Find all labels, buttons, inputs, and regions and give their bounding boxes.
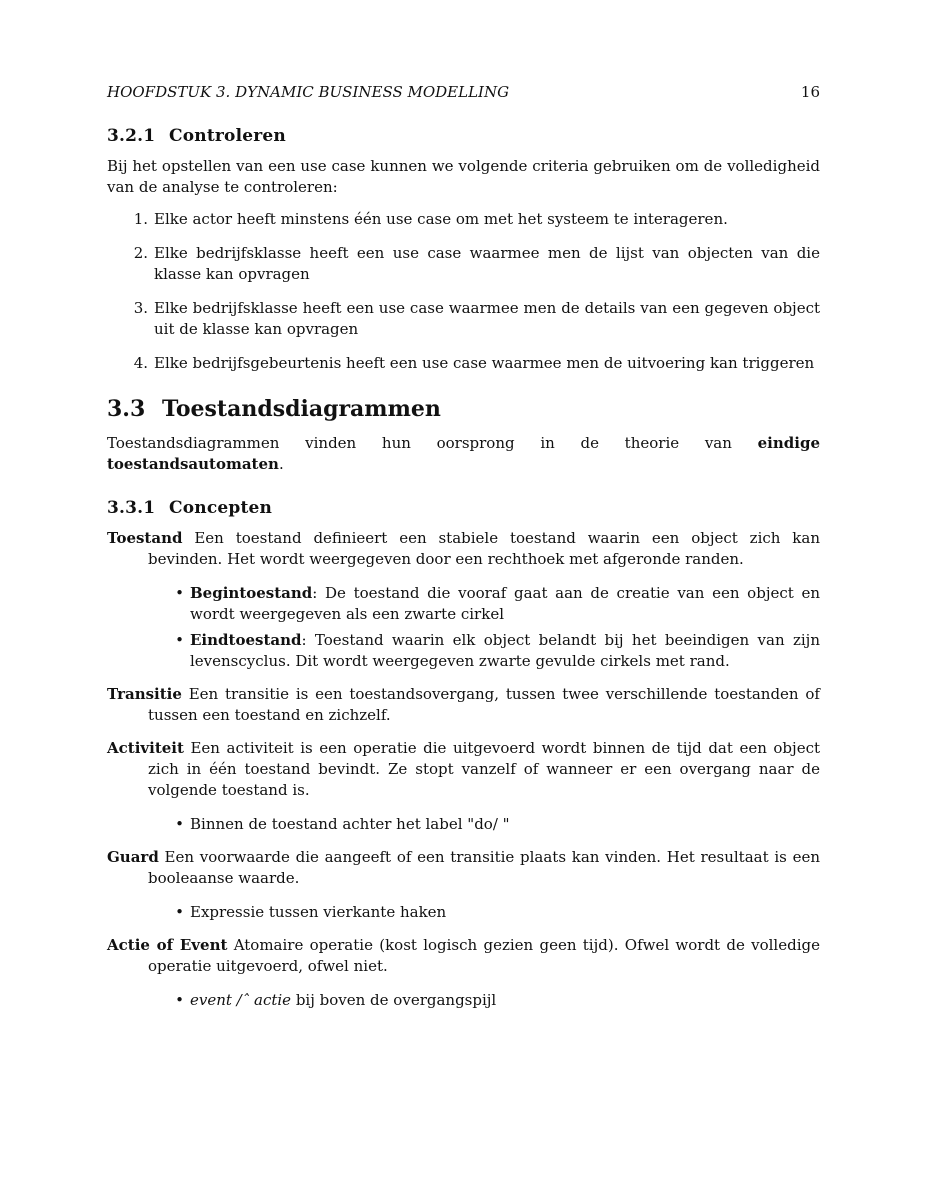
bold-term: eindige toestandsautomaten	[107, 434, 820, 473]
list-item: 4. Elke bedrijfsgebeurtenis heeft een use case waarmee men de uitvoering kan triggeren	[133, 354, 815, 372]
bullet-list	[107, 583, 820, 672]
definition-term: Activiteit	[107, 739, 184, 757]
definition-term: Guard	[107, 848, 159, 866]
criteria-list	[107, 209, 820, 374]
section-number: 3.2.1	[107, 126, 156, 146]
bullet-icon: •	[175, 991, 184, 1009]
page-number: 16	[800, 83, 820, 101]
definition-list	[107, 528, 820, 1011]
chapter-title: HOOFDSTUK 3. DYNAMIC BUSINESS MODELLING	[107, 83, 510, 101]
list-item: • Binnen de toestand achter het label "do/ "	[107, 814, 820, 835]
definition-activiteit: Activiteit Een activiteit is een operatie die uitgevoerd wordt binnen de tijd dat een object zich in één toestand bevindt. Ze stopt vanzelf of wanneer er een overgang naar de volgende toestand is. • Binnen de toestand achter het label "do/ "	[107, 739, 820, 833]
bullet-icon: •	[175, 903, 184, 921]
definition-term: Actie of Event	[107, 936, 228, 954]
section-number: 3.3.1	[107, 498, 156, 518]
running-header	[107, 82, 820, 103]
paragraph: Toestandsdiagrammen vinden hun oorsprong in de theorie van eindige toestandsautomaten.	[107, 434, 820, 473]
list-item: 3. Elke bedrijfsklasse heeft een use case waarmee men de details van een gegeven object uit de klasse kan opvragen	[133, 299, 820, 338]
list-item: • Eindtoestand: Toestand waarin elk object belandt bij het beeindigen van zijn levenscyclus. Dit wordt weergegeven zwarte gevulde cirkels met rand.	[107, 630, 820, 672]
bullet-list	[107, 902, 820, 923]
section-heading-3-3-1	[107, 498, 820, 519]
definition-term: Transitie	[107, 685, 182, 703]
bullet-icon: •	[175, 631, 184, 649]
list-item: • Begintoestand: De toestand die vooraf gaat aan de creatie van een object en wordt weergegeven als een zwarte cirkel	[107, 583, 820, 625]
bullet-list	[107, 814, 820, 835]
definition-actie-of-event: Actie of Event Atomaire operatie (kost logisch gezien geen tijd). Ofwel wordt de volledige operatie uitgevoerd, ofwel niet. • event /ˆ actie bij boven de overgangspijl	[107, 936, 820, 1009]
definition-term: Toestand	[107, 529, 183, 547]
bullet-icon: •	[175, 815, 184, 833]
list-item: • event /ˆ actie bij boven de overgangspijl	[107, 990, 820, 1011]
section-title: Controleren	[169, 126, 286, 146]
section-number: 3.3	[107, 396, 146, 422]
document-page	[107, 82, 820, 1023]
definition-toestand: Toestand Een toestand definieert een stabiele toestand waarin een object zich kan bevinden. Het wordt weergegeven door een rechthoek met afgeronde randen. • Begintoestand: De toestand die vooraf gaat aan de creatie van een object en wordt weergegeven als een zwarte cirkel • Eindtoestand: Toestand waarin elk object belandt bij het beeindigen van zijn levenscyclus. Dit wordt weergegeven zwarte gevulde cirkels met rand.	[107, 529, 820, 670]
section-heading-3-3	[107, 396, 820, 422]
section-heading-3-2-1	[107, 126, 820, 147]
list-item: 1. Elke actor heeft minstens één use case om met het systeem te interageren.	[133, 210, 728, 228]
list-item: 2. Elke bedrijfsklasse heeft een use case waarmee men de lijst van objecten van die klasse kan opvragen	[133, 244, 820, 283]
definition-guard: Guard Een voorwaarde die aangeeft of een transitie plaats kan vinden. Het resultaat is een booleaanse waarde. • Expressie tussen vierkante haken	[107, 848, 820, 921]
bullet-list	[107, 990, 820, 1011]
list-item: • Expressie tussen vierkante haken	[107, 902, 820, 923]
paragraph: Bij het opstellen van een use case kunnen we volgende criteria gebruiken om de volledigheid van de analyse te controleren:	[107, 157, 820, 196]
definition-transitie: Transitie Een transitie is een toestandsovergang, tussen twee verschillende toestanden of tussen een toestand en zichzelf.	[107, 685, 820, 724]
section-title: Concepten	[169, 498, 273, 518]
bullet-icon: •	[175, 584, 184, 602]
section-title: Toestandsdiagrammen	[162, 396, 441, 422]
